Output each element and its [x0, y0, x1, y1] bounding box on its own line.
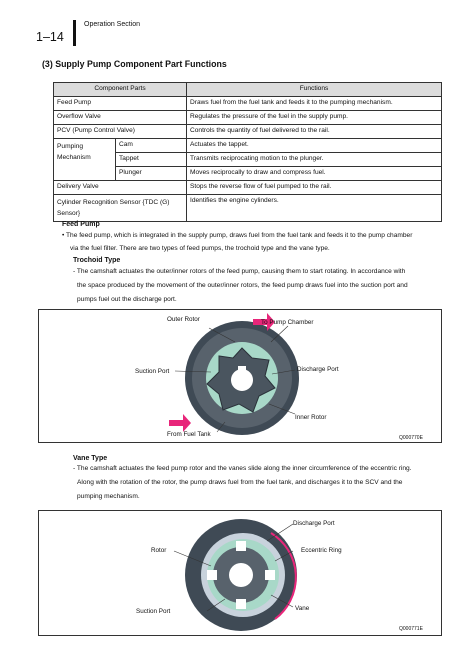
trochoid-text-2: the space produced by the movement of the outer/inner rotors, the feed pump draws fuel into the suction port and: [77, 282, 408, 289]
trochoid-title: Trochoid Type: [73, 257, 121, 264]
label-vane: Vane: [295, 605, 310, 612]
label-discharge-port: Discharge Port: [297, 366, 339, 373]
vane-bottom: [236, 599, 246, 609]
from-fuel-tank-arrow-icon: [169, 414, 191, 432]
part-cell: Pumping Mechanism: [54, 139, 116, 181]
diagram-id: Q000771E: [399, 626, 423, 632]
table-row: [54, 97, 442, 111]
vane-title: Vane Type: [73, 455, 108, 462]
subpart-cell: Plunger: [116, 167, 187, 181]
diagram-id: Q000770E: [399, 435, 423, 441]
table-row: [54, 125, 442, 139]
label-eccentric-ring: Eccentric Ring: [301, 547, 342, 554]
feed-pump-title: Feed Pump: [62, 221, 100, 228]
function-cell: Moves reciprocally to draw and compress fuel.: [187, 167, 442, 181]
function-cell: Controls the quantity of fuel delivered to the rail.: [187, 125, 442, 139]
table-row: [54, 111, 442, 125]
vane-right: [265, 570, 275, 580]
page-heading: (3) Supply Pump Component Part Functions: [42, 59, 227, 69]
part-cell: Cylinder Recognition Sensor {TDC (G) Sensor}: [54, 195, 187, 222]
trochoid-text-3: pumps fuel out the discharge port.: [77, 296, 177, 303]
col-header-functions: Functions: [187, 83, 442, 97]
label-outer-rotor: Outer Rotor: [167, 316, 200, 323]
trochoid-text-1: - The camshaft actuates the outer/inner rotors of the feed pump, causing them to start rotating. In accordance with: [73, 268, 406, 275]
function-cell: Transmits reciprocating motion to the plunger.: [187, 153, 442, 167]
vane-top: [236, 541, 246, 551]
function-cell: Draws fuel from the fuel tank and feeds it to the pumping mechanism.: [187, 97, 442, 111]
header-divider: [73, 20, 76, 46]
label-suction-port: Suction Port: [136, 608, 171, 615]
table-row: [54, 139, 442, 153]
part-cell: Overflow Valve: [54, 111, 187, 125]
component-table: [53, 82, 442, 222]
label-rotor: Rotor: [151, 547, 167, 554]
label-to-pump-chamber: To Pump Chamber: [261, 319, 314, 326]
vane-text-3: pumping mechanism.: [77, 493, 140, 500]
function-cell: Stops the reverse flow of fuel pumped to the rail.: [187, 181, 442, 195]
vane-text-2: Along with the rotation of the rotor, the pump draws fuel from the fuel tank, and discharges it to the SCV and the: [77, 479, 403, 486]
trochoid-diagram: [39, 310, 443, 444]
vane-left: [207, 570, 217, 580]
label-from-fuel-tank: From Fuel Tank: [167, 431, 211, 438]
label-inner-rotor: Inner Rotor: [295, 414, 327, 421]
key-slot: [238, 366, 246, 372]
col-header-parts: Component Parts: [54, 83, 187, 97]
vane-text-1: - The camshaft actuates the feed pump rotor and the vanes slide along the inner circumference of the eccentric ring.: [73, 465, 412, 472]
function-cell: Actuates the tappet.: [187, 139, 442, 153]
table-row: [54, 195, 442, 222]
page-number: 1–14: [36, 30, 64, 44]
trochoid-diagram-box: [38, 309, 442, 443]
part-cell: Feed Pump: [54, 97, 187, 111]
vane-diagram: [39, 511, 443, 637]
shaft-hole: [231, 369, 253, 391]
function-cell: Regulates the pressure of the fuel in the supply pump.: [187, 111, 442, 125]
label-suction-port: Suction Port: [135, 368, 170, 375]
feed-pump-text-2: via the fuel filter. There are two types of feed pumps, the trochoid type and the vane type.: [70, 245, 330, 252]
section-title: Operation Section: [84, 21, 141, 28]
table-header-row: [54, 83, 442, 97]
subpart-cell: Cam: [116, 139, 187, 153]
label-discharge-port: Discharge Port: [293, 520, 335, 527]
vane-shaft-hole: [229, 563, 253, 587]
part-cell: PCV (Pump Control Valve): [54, 125, 187, 139]
table-row: [54, 181, 442, 195]
subpart-cell: Tappet: [116, 153, 187, 167]
vane-diagram-box: [38, 510, 442, 636]
feed-pump-text-1: • The feed pump, which is integrated in the supply pump, draws fuel from the fuel tank and feeds it to the pump chamber: [62, 232, 413, 239]
part-cell: Delivery Valve: [54, 181, 187, 195]
function-cell: Identifies the engine cylinders.: [187, 195, 442, 222]
